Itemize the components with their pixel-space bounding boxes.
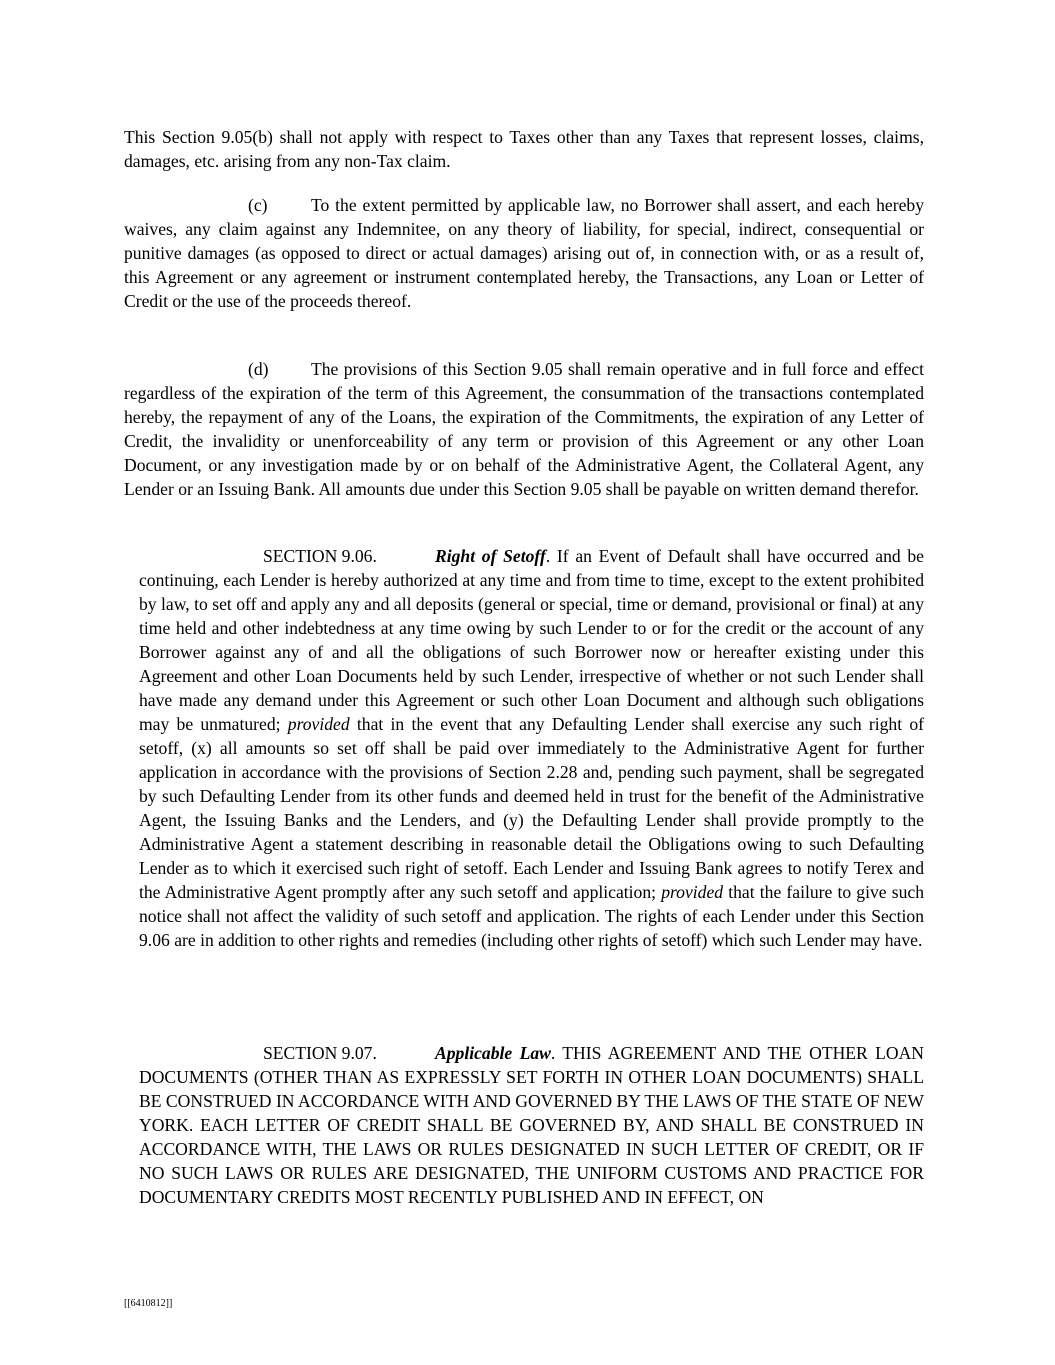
section-text: that the failure to give such notice shall not affect the validity of such setoff and application. The rights of each Lender under this Section 9.06 are in addition to other rights and remedies (including other rights of setoff) which such Lender may have. — [139, 882, 924, 950]
paragraph-label: (d) — [248, 359, 269, 379]
section-text: . If an Event of Default shall have occurred and be continuing, each Lender is hereby authorized at any time and from time to time, except to the extent prohibited by law, to set off and apply any and all deposits (general or special, time or demand, provisional or final) at any time held and other indebtedness at any time owing by such Lender to or for the credit or the account of any Borrower against any of and all the obligations of such Borrower now or hereafter existing under this Agreement and other Loan Documents held by such Lender, irrespective of whether or not such Lender shall have made any demand under this Agreement or such other Loan Document and although such obligations may be unmatured; — [139, 546, 924, 734]
document-id-footer: [[6410812]] — [124, 1298, 173, 1309]
section-number: SECTION 9.07. — [263, 1043, 377, 1063]
paragraph-label: (c) — [248, 195, 268, 215]
section-title: Applicable Law — [435, 1043, 551, 1063]
paragraph-9-05-b-tail — [124, 125, 924, 173]
paragraph-text: This Section 9.05(b) shall not apply with respect to Taxes other than any Taxes that represent losses, claims, damages, etc. arising from any non-Tax claim. — [124, 127, 924, 171]
section-text: that in the event that any Defaulting Lender shall exercise any such right of setoff, (x) all amounts so set off shall be paid over immediately to the Administrative Agent for further application in accordance with the provisions of Section 2.28 and, pending such payment, shall be segregated by such Defaulting Lender from its other funds and deemed held in trust for the benefit of the Administrative Agent, the Issuing Banks and the Lenders, and (y) the Defaulting Lender shall provide promptly to the Administrative Agent a statement describing in reasonable detail the Obligations owing to such Defaulting Lender as to which it exercised such right of setoff. Each Lender and Issuing Bank agrees to notify Terex and the Administrative Agent promptly after any such setoff and application; — [139, 714, 924, 902]
section-9-06 — [139, 544, 924, 952]
section-9-07 — [139, 1041, 924, 1209]
section-title: Right of Setoff — [435, 546, 546, 566]
paragraph-9-05-c — [124, 193, 924, 313]
paragraph-text: The provisions of this Section 9.05 shall remain operative and in full force and effect regardless of the expiration of the term of this Agreement, the consummation of the transactions contemplated hereby, the repayment of any of the Loans, the expiration of the Commitments, the expiration of any Letter of Credit, the invalidity or unenforceability of any term or provision of this Agreement or any other Loan Document, or any investigation made by or on behalf of the Administrative Agent, the Collateral Agent, any Lender or an Issuing Bank. All amounts due under this Section 9.05 shall be payable on written demand therefor. — [124, 359, 924, 499]
provided-term: provided — [287, 714, 350, 734]
provided-term: provided — [661, 882, 724, 902]
section-number: SECTION 9.06. — [263, 546, 377, 566]
section-text: . THIS AGREEMENT AND THE OTHER LOAN DOCUMENTS (OTHER THAN AS EXPRESSLY SET FORTH IN OTHER LOAN DOCUMENTS) SHALL BE CONSTRUED IN ACCORDANCE WITH AND GOVERNED BY THE LAWS OF THE STATE OF NEW YORK. EACH LETTER OF CREDIT SHALL BE GOVERNED BY, AND SHALL BE CONSTRUED IN ACCORDANCE WITH, THE LAWS OR RULES DESIGNATED IN SUCH LETTER OF CREDIT, OR IF NO SUCH LAWS OR RULES ARE DESIGNATED, THE UNIFORM CUSTOMS AND PRACTICE FOR DOCUMENTARY CREDITS MOST RECENTLY PUBLISHED AND IN EFFECT, ON — [139, 1043, 924, 1207]
paragraph-text: To the extent permitted by applicable law, no Borrower shall assert, and each hereby waives, any claim against any Indemnitee, on any theory of liability, for special, indirect, consequential or punitive damages (as opposed to direct or actual damages) arising out of, in connection with, or as a result of, this Agreement or any agreement or instrument contemplated hereby, the Transactions, any Loan or Letter of Credit or the use of the proceeds thereof. — [124, 195, 924, 311]
paragraph-9-05-d — [124, 357, 924, 501]
